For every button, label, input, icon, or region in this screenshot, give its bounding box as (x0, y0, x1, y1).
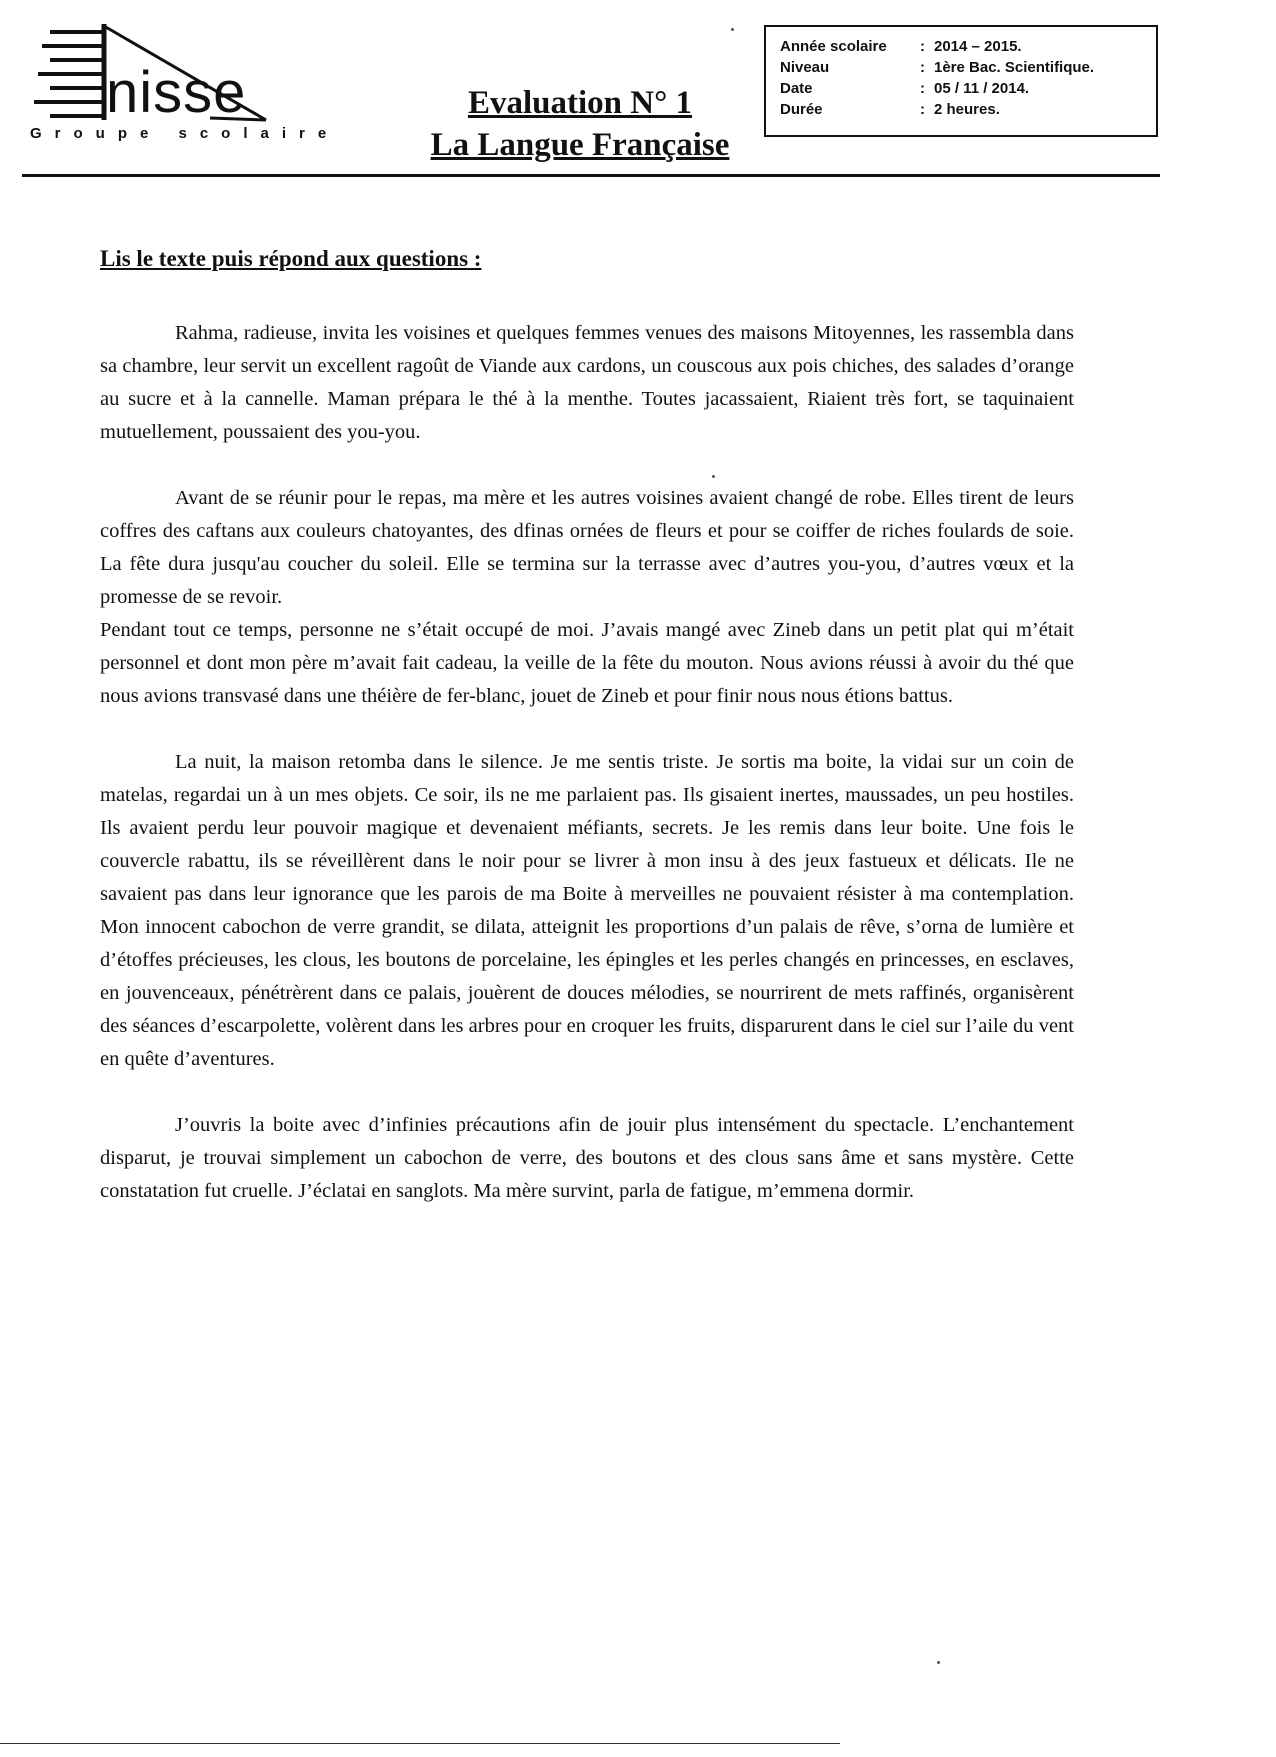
exam-info-box (764, 25, 1158, 137)
info-separator: : (920, 59, 925, 76)
header-divider (22, 174, 1160, 177)
logo-subtitle: Groupe scolaire (30, 125, 340, 142)
paragraph-5: J’ouvris la boite avec d’infinies précautions afin de jouir plus intensément du spectacle. L’enchantement disparut, je trouvai simplement un cabochon de verre, des boutons et des clous sans âme et sans mystère. Cette constatation fut cruelle. J’éclatai en sanglots. Ma mère survint, parla de fatigue, m’emmena dormir. (100, 1114, 1074, 1202)
info-value: 05 / 11 / 2014. (934, 80, 1030, 97)
logo-name: nisse (106, 60, 247, 125)
paragraph-3: Pendant tout ce temps, personne ne s’était occupé de moi. J’avais mangé avec Zineb dans un petit plat qui m’était personnel et dont mon père m’avait fait cadeau, la veille de la fête du mouton. Nous avions réussi à avoir du thé que nous avions transvasé dans une théière de fer-blanc, jouet de Zineb et pour finir nous nous étions battus. (100, 619, 1074, 707)
info-separator: : (920, 80, 925, 97)
scan-speck (937, 1661, 940, 1664)
info-value: 2 heures. (934, 101, 1000, 118)
info-row-duration (780, 99, 1142, 120)
reading-text (100, 317, 1074, 1208)
instruction-heading: Lis le texte puis répond aux questions : (100, 246, 482, 271)
school-logo (30, 22, 340, 142)
info-label: Année scolaire (780, 38, 887, 55)
info-separator: : (920, 38, 925, 55)
info-separator: : (920, 101, 925, 118)
info-label: Niveau (780, 59, 830, 76)
title-evaluation-number: Evaluation N° 1 (467, 85, 693, 121)
paragraph-1: Rahma, radieuse, invita les voisines et quelques femmes venues des maisons Mitoyennes, les rassembla dans sa chambre, leur servit un excellent ragoût de Viande aux cardons, un couscous aux pois chiches, des salades d’orange au sucre et à la cannelle. Maman prépara le thé à la menthe. Toutes jacassaient, Riaient très fort, se taquinaient mutuellement, poussaient des you-you. (100, 322, 1074, 443)
info-row-date (780, 78, 1142, 99)
info-label: Durée (780, 101, 823, 118)
footer-line (0, 1743, 840, 1744)
scan-speck (731, 28, 734, 31)
info-row-level (780, 57, 1142, 78)
info-value: 1ère Bac. Scientifique. (934, 59, 1095, 76)
scan-speck (712, 475, 715, 478)
title-subject: La Langue Française (430, 127, 730, 163)
info-label: Date (780, 80, 813, 97)
paragraph-2: Avant de se réunir pour le repas, ma mère et les autres voisines avaient changé de robe. Elles tirent de leurs coffres des caftans aux couleurs chatoyantes, des dfinas ornées de fleurs et pour se coiffer de riches foulards de soie. La fête dura jusqu'au coucher du soleil. Elle se termina sur la terrasse avec d’autres you-you, d’autres vœux et la promesse de se revoir. (100, 487, 1074, 608)
evaluation-title (400, 82, 760, 166)
info-value: 2014 – 2015. (934, 38, 1022, 55)
paragraph-4: La nuit, la maison retomba dans le silence. Je me sentis triste. Je sortis ma boite, la vidai sur un coin de matelas, regardai un à un mes objets. Ce soir, ils ne me parlaient pas. Ils gisaient inertes, maussades, un peu hostiles. Ils avaient perdu leur pouvoir magique et devenaient méfiants, secrets. Je les remis dans leur boite. Une fois le couvercle rabattu, ils se réveillèrent dans le noir pour se livrer à mon insu à des jeux fastueux et délicats. Ile ne savaient pas dans leur ignorance que les parois de ma Boite à merveilles ne pouvaient résister à ma contemplation. Mon innocent cabochon de verre grandit, se dilata, atteignit les proportions d’un palais de rêve, s’orna de lumière et d’étoffes précieuses, les clous, les boutons de porcelaine, les épingles et les perles changés en princesses, en esclaves, en jouvenceaux, pénétrèrent dans ce palais, jouèrent de douces mélodies, se nourrirent de mets raffinés, organisèrent des séances d’escarpolette, volèrent dans les arbres pour en croquer les fruits, disparurent dans le ciel sur l’aile du vent en quête d’aventures. (100, 751, 1074, 1070)
info-row-year (780, 36, 1142, 57)
